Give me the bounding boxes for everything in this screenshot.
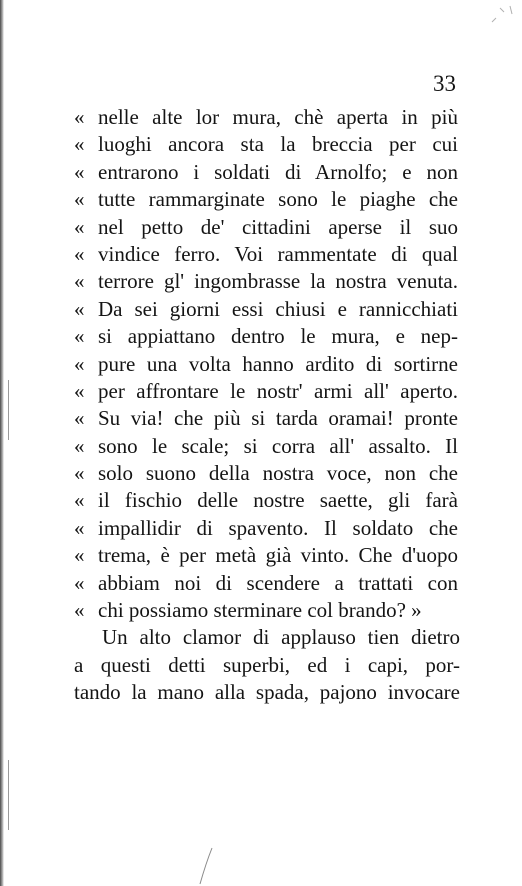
guillemet-marker: « [74, 351, 85, 376]
quote-line-text: tutte rammarginate sono le piaghe che [98, 187, 458, 212]
quote-line-text: impallidir di spavento. Il soldato che [98, 515, 458, 540]
guillemet-marker: « [74, 515, 85, 540]
quote-line [74, 323, 460, 350]
quote-line [74, 351, 460, 378]
quote-line [74, 542, 460, 569]
quote-line-text: sono le scale; si corra all' assalto. Il [98, 433, 458, 458]
guillemet-marker: « [74, 187, 85, 212]
quote-line [74, 378, 460, 405]
paragraph-line-text: a questi detti superbi, ed i capi, por- [74, 652, 460, 677]
quote-line-text: pure una volta hanno ardito di sortirne [98, 351, 458, 376]
quote-line [74, 186, 460, 213]
guillemet-marker: « [74, 406, 85, 431]
quote-line [74, 159, 460, 186]
quote-line-text: nel petto de' cittadini aperse il suo [98, 214, 458, 239]
guillemet-marker: « [74, 433, 85, 458]
guillemet-marker: « [74, 488, 85, 513]
quote-line [74, 515, 460, 542]
paragraph-line [74, 652, 460, 679]
page-number: 33 [433, 71, 456, 96]
quote-line-text: Su via! che più si tarda oramai! pronte [98, 406, 458, 431]
paragraph-line-text: tando la mano alla spada, pajono invocare [74, 680, 460, 705]
guillemet-marker: « [74, 105, 85, 129]
guillemet-marker: « [74, 378, 85, 403]
quote-line-text: si appiattano dentro le mura, e nep- [98, 324, 458, 349]
guillemet-marker: « [74, 324, 85, 349]
guillemet-marker: « [74, 296, 85, 321]
quote-line-text: chi possiamo sterminare col brando? » [98, 598, 422, 623]
quote-line [74, 296, 460, 323]
quote-line [74, 241, 460, 268]
page-edge-mark [8, 760, 9, 830]
guillemet-marker: « [74, 269, 85, 294]
guillemet-marker: « [74, 598, 85, 623]
guillemet-marker: « [74, 159, 85, 184]
quote-line [74, 460, 460, 487]
quote-line-text: luoghi ancora sta la breccia per cui [98, 132, 458, 157]
guillemet-marker: « [74, 461, 85, 486]
quote-line [74, 570, 460, 597]
quote-line-text: nelle alte lor mura, chè aperta in più [98, 105, 458, 129]
text-block [74, 104, 460, 707]
quote-line-text: entrarono i soldati di Arnolfo; e non [98, 159, 458, 184]
quote-line [74, 268, 460, 295]
quote-line [74, 433, 460, 460]
guillemet-marker: « [74, 214, 85, 239]
quote-line [74, 405, 460, 432]
quote-line-text: Da sei giorni essi chiusi e rannicchiati [98, 296, 458, 321]
paragraph-line [74, 679, 460, 706]
paragraph-line-text: Un alto clamor di applauso tien dietro [102, 625, 460, 650]
quote-line-text: trema, è per metà già vinto. Che d'uopo [98, 543, 458, 568]
quote-line [74, 214, 460, 241]
quote-line [74, 104, 460, 131]
quote-line [74, 131, 460, 158]
paragraph-first-line [102, 624, 460, 651]
quote-line-last [74, 597, 460, 624]
ink-speck-mark [490, 4, 520, 24]
page-edge-shadow [0, 0, 4, 886]
quote-line [74, 487, 460, 514]
quote-line-text: solo suono della nostra voce, non che [98, 461, 458, 486]
quote-line-text: abbiam noi di scendere a trattati con [98, 570, 458, 595]
guillemet-marker: « [74, 570, 85, 595]
guillemet-marker: « [74, 132, 85, 157]
quote-line-text: vindice ferro. Voi rammentate di qual [98, 241, 458, 266]
page-edge-mark [8, 380, 9, 440]
guillemet-marker: « [74, 543, 85, 568]
quote-line-text: per affrontare le nostr' armi all' aperto. [98, 378, 458, 403]
stray-pen-mark [198, 846, 216, 886]
quote-line-text: terrore gl' ingombrasse la nostra venuta. [98, 269, 458, 294]
quote-line-text: il fischio delle nostre saette, gli farà [98, 488, 458, 513]
guillemet-marker: « [74, 241, 85, 266]
